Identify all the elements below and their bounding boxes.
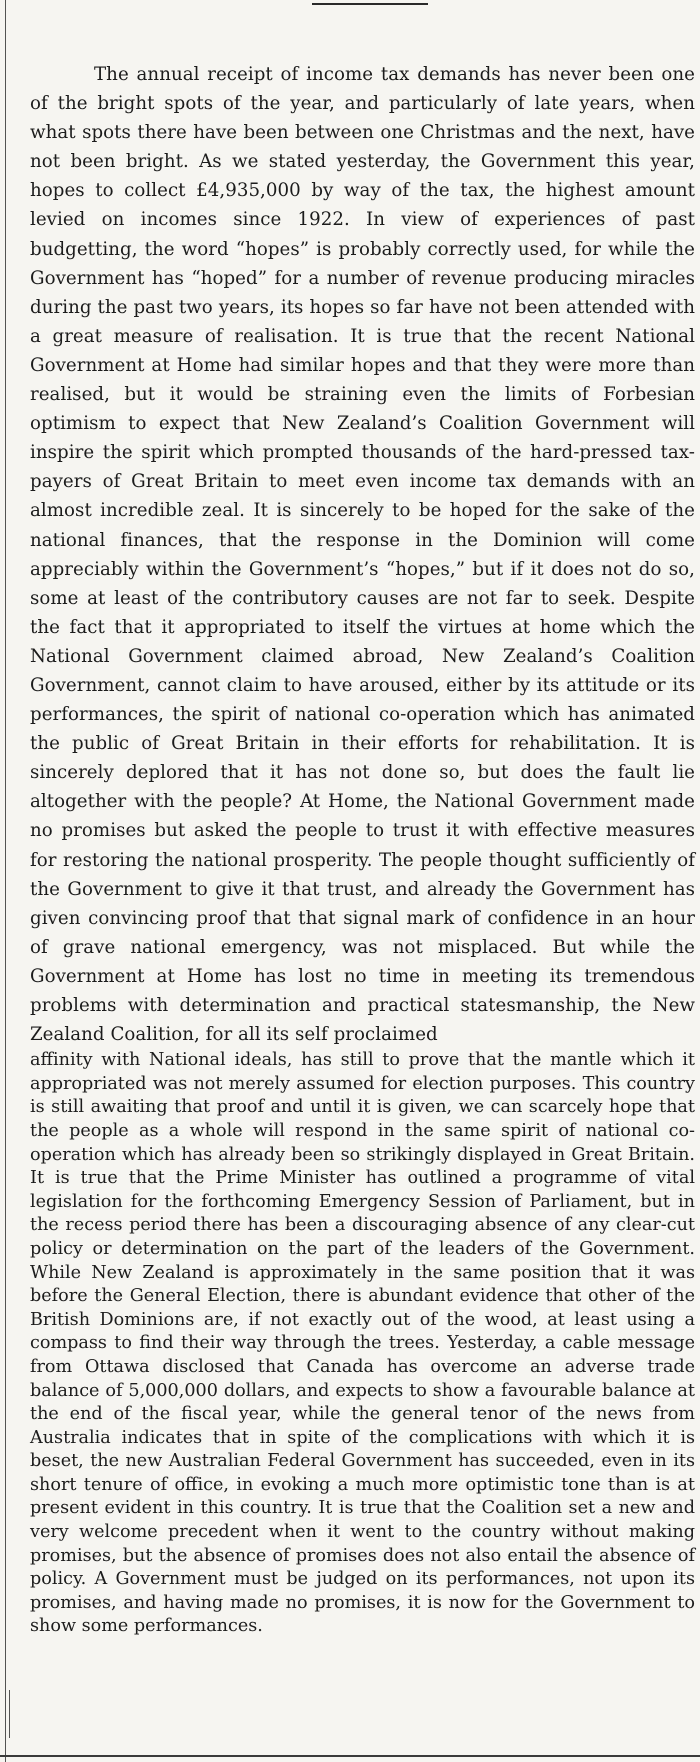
article-paragraph-part1: The annual receipt of income tax demands has never been one of the bright spots of the year, and particularly of late years, when what spots there have been between one Christmas and the next, have not been bright. As we stated yesterday, the Government this year, hopes to collect £4,935,000 by way of the tax, the highest amount levied on incomes since 1922. In view of experiences of past budgetting, the word “hopes” is probably correctly used, for while the Government has “hoped” for a number of revenue producing miracles during the past two years, its hopes so far have not been attended with a great measure of realisation. It is true that the recent National Government at Home had similar hopes and that they were more than realised, but it would be straining even the limits of Forbesian optimism to expect that New Zealand’s Coalition Government will inspire the spirit which prompted thousands of the hard-pressed tax-payers of Great Britain to meet even income tax demands with an almost incredible zeal. It is sincerely to be hoped for the sake of the national finances, that the response in the Dominion will come appreciably within the Government’s “hopes,” but if it does not do so, some at least of the contributory causes are not far to seek. Despite the fact that it appropriated to itself the virtues at home which the National Government claimed abroad, New Zealand’s Coalition Government, cannot claim to have aroused, either by its attitude or its performances, the spirit of national co-operation which has animated the public of Great Britain in their efforts for rehabilitation. It is sincerely deplored that it has not done so, but does the fault lie altogether with the people? At Home, the National Government made no promises but asked the people to trust it with effective measures for restoring the national prosperity. The people thought sufficiently of the Government to give it that trust, and already the Government has given convincing proof that that signal mark of confidence in an hour of grave national emergency, was not misplaced. But while the Government at Home has lost no time in meeting its tremendous problems with determination and practical statesmanship, the New Zealand Coalition, for all its self proclaimed: [30, 64, 695, 1046]
column-rule-left-lower: [9, 1690, 10, 1738]
editorial-article: [30, 60, 695, 1639]
page-bottom-rule: [0, 1755, 700, 1757]
column-rule-left: [5, 0, 6, 1762]
article-paragraph-part2: affinity with National ideals, has still to prove that the mantle which it appropriated was not merely assumed for election purposes. This country is still awaiting that proof and until it is given, we can scarcely hope that the people as a whole will respond in the same spirit of national co-operation which has already been so strikingly displayed in Great Britain. It is true that the Prime Minister has outlined a programme of vital legislation for the forthcoming Emergency Session of Parliament, but in the recess period there has been a discouraging absence of any clear-cut policy or determination on the part of the leaders of the Government. While New Zealand is approximately in the same position that it was before the General Election, there is abundant evidence that other of the British Dominions are, if not exactly out of the wood, at least using a compass to find their way through the trees. Yesterday, a cable message from Ottawa disclosed that Canada has overcome an adverse trade balance of 5,000,000 dollars, and expects to show a favourable balance at the end of the fiscal year, while the general tenor of the news from Australia indicates that in spite of the complications with which it is beset, the new Australian Federal Government has succeeded, even in its short tenure of office, in evoking a much more optimistic tone than is at present evident in this country. It is true that the Coalition set a new and very welcome precedent when it went to the country without making promises, but the absence of promises does not also entail the absence of policy. A Government must be judged on its performances, not upon its promises, and having made no promises, it is now for the Government to show some performances.: [30, 1050, 695, 1637]
headline-separator-rule: [312, 3, 428, 5]
